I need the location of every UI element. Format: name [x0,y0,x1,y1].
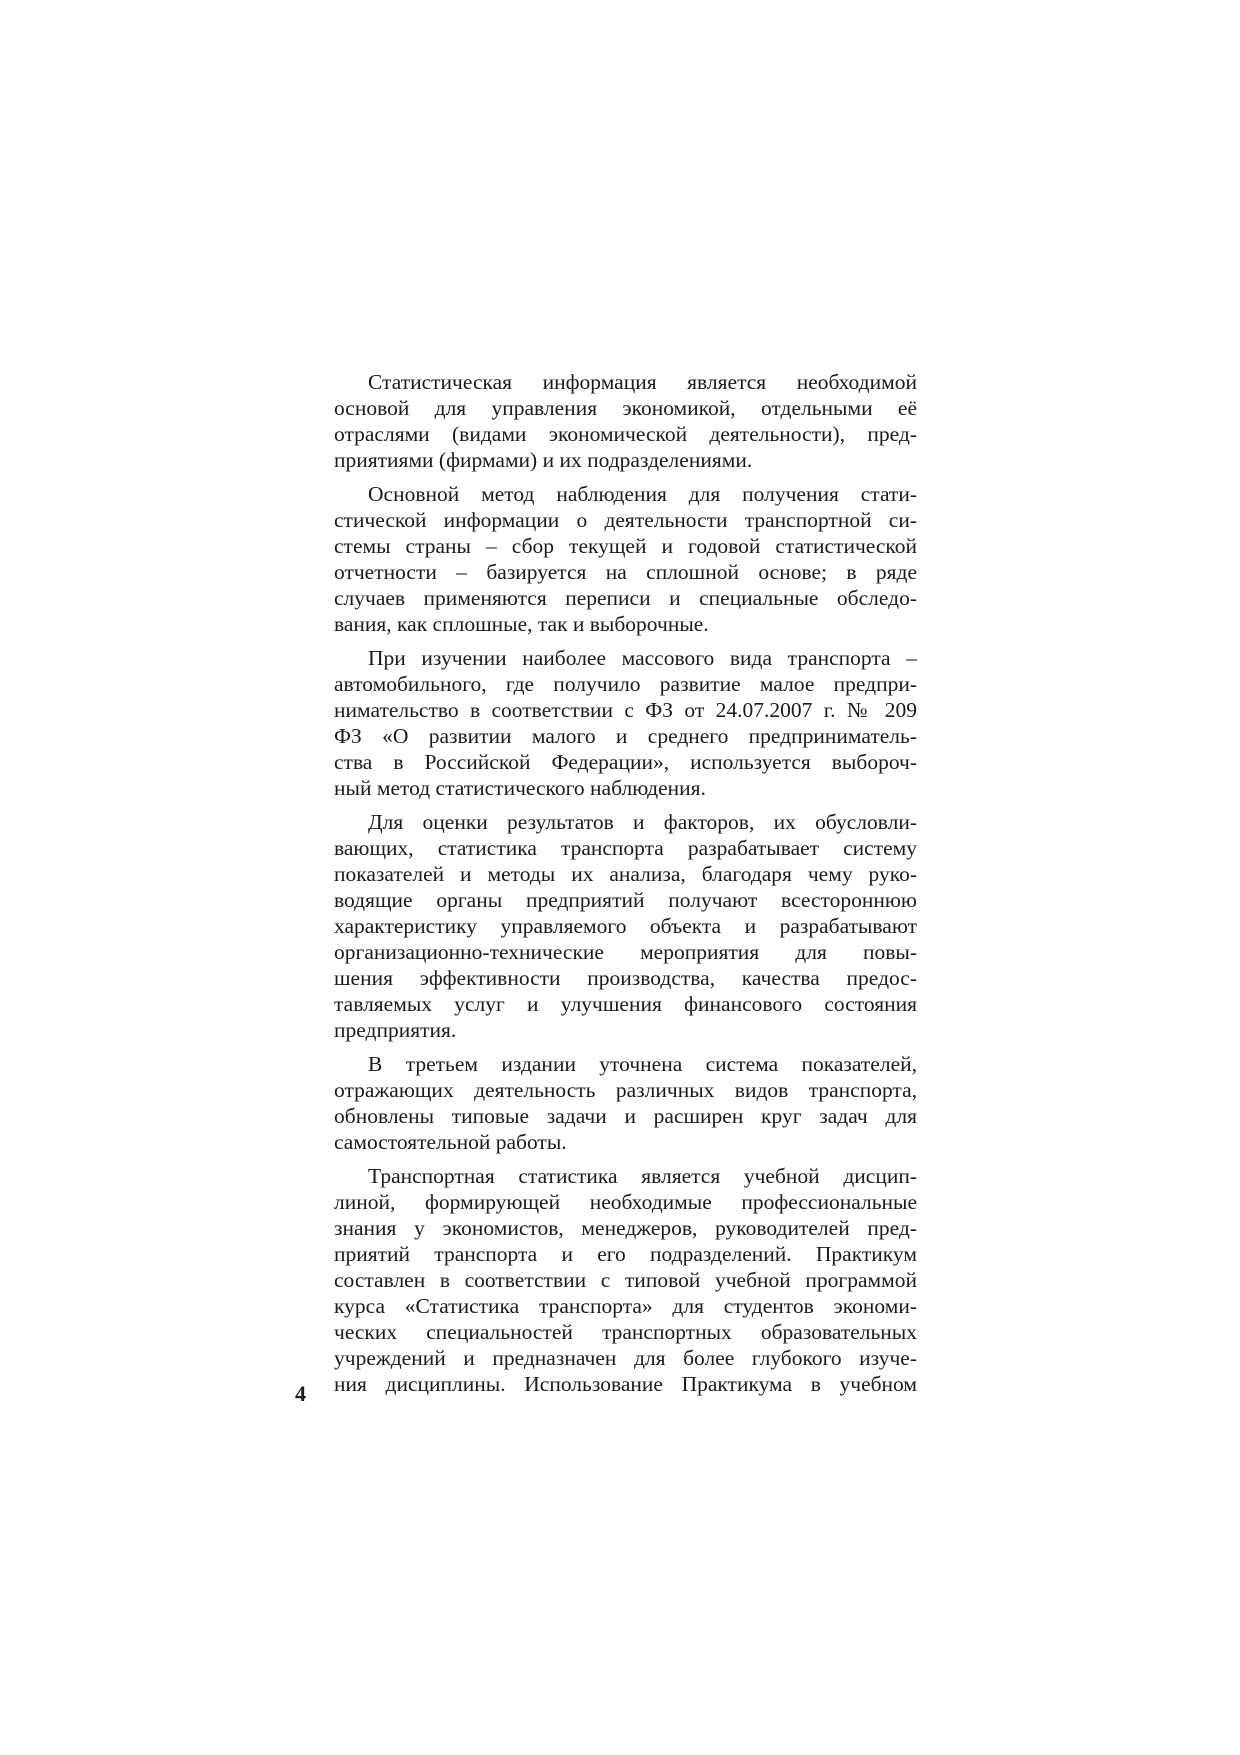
text-line: отчетности – базируется на сплошной основе; в ряде [334,560,917,584]
text-line: основой для управления экономикой, отдельными её [334,396,917,420]
paragraph-spacing [334,801,917,809]
text-line: приятий транспорта и его подразделений. Практикум [334,1242,917,1266]
text-line: показателей и методы их анализа, благодаря чему руко- [334,862,917,886]
text-line: При изучении наиболее массового вида транспорта – [368,646,917,670]
text-line: Транспортная статистика является учебной дисцип- [368,1164,917,1188]
text-line: шения эффективности производства, качества предос- [334,966,917,990]
text-line: ный метод статистического наблюдения. [334,776,706,800]
text-line: стемы страны – сбор текущей и годовой статистической [334,534,917,558]
body-text [334,369,917,1397]
text-line: Статистическая информация является необходимой [368,370,917,394]
text-line: учреждений и предназначен для более глубокого изуче- [334,1346,917,1370]
text-line: характеристику управляемого объекта и разрабатывают [334,914,917,938]
text-line: самостоятельной работы. [334,1130,567,1154]
paragraph-6 [334,1163,917,1397]
text-line: обновлены типовые задачи и расширен круг задач для [334,1104,917,1128]
paragraph-2 [334,481,917,637]
text-line: ческих специальностей транспортных образовательных [334,1320,917,1344]
text-line: ства в Российской Федерации», используется выбороч- [334,750,917,774]
text-line: курса «Статистика транспорта» для студентов экономи- [334,1294,917,1318]
text-line: В третьем издании уточнена система показателей, [368,1052,917,1076]
text-line: составлен в соответствии с типовой учебной программой [334,1268,917,1292]
text-line: организационно-технические мероприятия для повы- [334,940,917,964]
text-line: приятиями (фирмами) и их подразделениями. [334,448,753,472]
text-line: знания у экономистов, менеджеров, руководителей пред- [334,1216,917,1240]
paragraph-spacing [334,1155,917,1163]
text-line: Для оценки результатов и факторов, их обусловли- [368,810,917,834]
paragraph-spacing [334,1043,917,1051]
paragraph-spacing [334,637,917,645]
paragraph-5 [334,1051,917,1155]
text-line: тавляемых услуг и улучшения финансового состояния [334,992,917,1016]
text-line: линой, формирующей необходимые профессиональные [334,1190,917,1214]
text-line: водящие органы предприятий получают всестороннюю [334,888,917,912]
text-line: автомобильного, где получило развитие малое предпри- [334,672,917,696]
paragraph-spacing [334,473,917,481]
text-line: Основной метод наблюдения для получения стати- [368,482,917,506]
text-line: случаев применяются переписи и специальные обследо- [334,586,917,610]
paragraph-4 [334,809,917,1043]
text-line: вающих, статистика транспорта разрабатывает систему [334,836,917,860]
paragraph-1 [334,369,917,473]
text-line: отраслями (видами экономической деятельности), пред- [334,422,917,446]
page-number: 4 [295,1381,306,1406]
text-line: нимательство в соответствии с ФЗ от 24.07.2007 г. № 209 [334,698,917,722]
text-line: ФЗ «О развитии малого и среднего предприниматель- [334,724,917,748]
text-line: предприятия. [334,1018,457,1042]
text-line: отражающих деятельность различных видов транспорта, [334,1078,917,1102]
text-line: стической информации о деятельности транспортной си- [334,508,917,532]
text-line: вания, как сплошные, так и выборочные. [334,612,709,636]
paragraph-3 [334,645,917,801]
text-line: ния дисциплины. Использование Практикума в учебном [334,1372,917,1396]
